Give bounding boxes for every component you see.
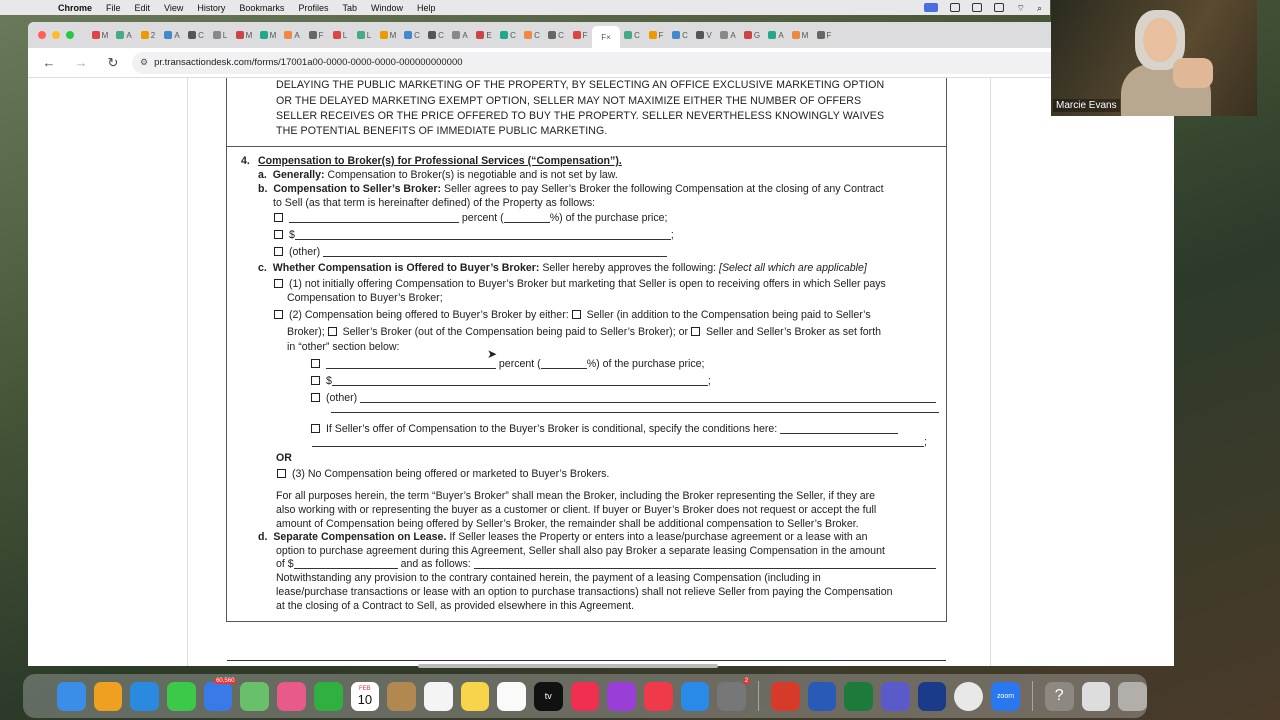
tab-label: F — [826, 30, 832, 40]
tab-label: A — [174, 30, 180, 40]
launchpad-icon[interactable] — [94, 682, 123, 711]
tab-favicon-icon — [213, 31, 221, 39]
downloads-stack-icon[interactable] — [1082, 682, 1111, 711]
browser-window — [28, 22, 1174, 666]
tab-favicon-icon — [236, 31, 244, 39]
clause-b-text2: to Sell (as that term is hereinafter defined) of the Property as follows: — [273, 197, 596, 209]
active-tab-label: F — [601, 32, 607, 42]
photos-icon[interactable] — [277, 682, 306, 711]
intro-line: THE POTENTIAL BENEFITS OF IMMEDIATE PUBLIC MARKETING. — [276, 125, 608, 137]
tab-favicon-icon — [768, 31, 776, 39]
browser-tab[interactable] — [352, 26, 376, 44]
option-3-text: (3) No Compensation being offered or marketed to Buyer’s Brokers. — [291, 468, 610, 480]
menu-bookmarks[interactable]: Bookmarks — [239, 2, 285, 13]
close-tab-icon[interactable]: × — [606, 32, 611, 42]
browser-tab[interactable] — [304, 26, 328, 44]
percent-label: percent ( — [461, 212, 504, 224]
mac-dock — [23, 674, 1147, 718]
semicolon: ; — [707, 375, 711, 387]
option-2-line3: in “other” section below: — [287, 341, 400, 353]
clause-d-text: If Seller leases the Property or enters into a lease/purchase agreement or a lease with an — [449, 531, 868, 543]
tab-favicon-icon — [524, 31, 532, 39]
notes-icon[interactable] — [461, 682, 490, 711]
tab-label: G — [753, 30, 761, 40]
browser-tab[interactable] — [448, 26, 472, 44]
menu-profiles[interactable]: Profiles — [298, 2, 329, 13]
clause-c-instruction: [Select all which are applicable] — [719, 262, 867, 274]
browser-tab[interactable] — [812, 26, 836, 44]
tab-favicon-icon — [696, 31, 704, 39]
clause-d-line3 — [276, 558, 936, 572]
browser-tab[interactable] — [328, 26, 352, 44]
zoom-icon[interactable] — [991, 682, 1020, 711]
intro-line: SELLER RECEIVES OR THE PRICE OFFERED TO BUY THE PROPERTY. SELLER NEVERTHELESS KNOWINGLY WAIVES — [276, 110, 885, 122]
excel-icon[interactable] — [844, 682, 873, 711]
apple-tv-icon[interactable] — [534, 682, 563, 711]
reload-icon[interactable]: ↻ — [107, 54, 119, 70]
checkbox[interactable] — [328, 327, 337, 336]
tab-label: 2 — [150, 30, 156, 40]
tab-favicon-icon — [333, 31, 341, 39]
option-2-both: Seller and Seller’s Broker as set forth — [705, 326, 882, 338]
dock-separator — [1032, 681, 1033, 711]
tab-favicon-icon — [92, 31, 100, 39]
tab-favicon-icon — [284, 31, 292, 39]
tab-favicon-icon — [357, 31, 365, 39]
conditional-text: If Seller’s offer of Compensation to the Buyer’s Broker is conditional, specify the conditions here: — [325, 423, 778, 435]
percent-field[interactable] — [326, 359, 496, 369]
browser-tab[interactable] — [184, 26, 208, 44]
menu-tab[interactable]: Tab — [342, 2, 357, 13]
site-info-icon[interactable]: ⚙ — [140, 57, 149, 67]
other-label: (other) — [325, 392, 358, 404]
window-controls — [38, 31, 74, 39]
tab-label: F — [582, 30, 588, 40]
maximize-window-button[interactable] — [66, 31, 74, 39]
checkbox[interactable] — [311, 376, 320, 385]
lease-terms-field[interactable] — [474, 559, 936, 569]
minimize-window-button[interactable] — [52, 31, 60, 39]
calendar-day: 10 — [357, 691, 373, 707]
checkbox[interactable] — [274, 247, 283, 256]
menu-help[interactable]: Help — [416, 2, 436, 13]
clause-c-text: Seller hereby approves the following: — [542, 262, 717, 274]
tab-favicon-icon — [164, 31, 172, 39]
checkbox[interactable] — [572, 310, 581, 319]
browser-tab[interactable] — [400, 26, 424, 44]
clause-b-heading: Compensation to Seller’s Broker: — [273, 183, 442, 195]
window-icon[interactable] — [950, 3, 960, 12]
browser-tab[interactable] — [160, 26, 184, 44]
seller-broker-dollar-row — [274, 229, 674, 243]
clause-c-label: c. — [258, 262, 267, 274]
browser-tab[interactable] — [620, 26, 644, 44]
menu-view[interactable]: View — [164, 2, 184, 13]
clause-d-as-follows: and as follows: — [400, 558, 471, 570]
zoom-label: zoom — [996, 692, 1015, 700]
semicolon: ; — [924, 436, 927, 448]
tab-label: E — [486, 30, 492, 40]
browser-tab[interactable] — [544, 26, 568, 44]
tab-label: M — [269, 30, 277, 40]
tab-favicon-icon — [476, 31, 484, 39]
tab-label: A — [462, 30, 468, 40]
seller-broker-percent-row — [274, 212, 668, 226]
option-3-row — [277, 468, 609, 482]
clause-b — [258, 183, 884, 197]
clause-b-text: Seller agrees to pay Seller’s Broker the following Compensation at the closing of any Contract — [444, 183, 884, 195]
lease-amount-field[interactable] — [294, 559, 398, 569]
tab-favicon-icon — [672, 31, 680, 39]
other-field[interactable] — [360, 393, 936, 403]
notwithstanding-line: Notwithstanding any provision to the contrary contained herein, the payment of a leasing Compensation (including in — [276, 572, 821, 584]
tab-label: L — [342, 30, 348, 40]
page-bottom-rule — [227, 660, 946, 661]
checkbox[interactable] — [311, 393, 320, 402]
screen-share-icon[interactable] — [924, 3, 938, 12]
close-window-button[interactable] — [38, 31, 46, 39]
reminders-icon[interactable] — [424, 682, 453, 711]
tab-label: C — [634, 30, 640, 40]
browser-tab[interactable] — [568, 26, 592, 44]
checkbox[interactable] — [311, 424, 320, 433]
tab-favicon-icon — [380, 31, 388, 39]
browser-tab[interactable] — [88, 26, 112, 44]
browser-tab[interactable] — [716, 26, 740, 44]
tab-label: M — [801, 30, 809, 40]
other-field-line2[interactable] — [331, 403, 939, 413]
checkbox[interactable] — [311, 359, 320, 368]
contacts-icon[interactable] — [387, 682, 416, 711]
tab-favicon-icon — [817, 31, 825, 39]
dollar-amount-field[interactable] — [295, 230, 671, 240]
tab-label: C — [414, 30, 420, 40]
dock-separator — [758, 681, 759, 711]
percent-number-field[interactable] — [504, 213, 550, 223]
menu-edit[interactable]: Edit — [134, 2, 151, 13]
tab-label: M — [245, 30, 253, 40]
tab-label: C — [510, 30, 516, 40]
conditions-field[interactable] — [780, 424, 898, 434]
other-label: (other) — [288, 246, 321, 258]
calendar-icon[interactable] — [351, 682, 380, 711]
tab-label: C — [534, 30, 540, 40]
wifi-icon[interactable]: ⌔ — [1016, 3, 1025, 13]
tab-label: F — [658, 30, 664, 40]
menu-window[interactable]: Window — [370, 2, 403, 13]
buyer-broker-dollar-row — [311, 375, 711, 389]
tab-favicon-icon — [624, 31, 632, 39]
other-field[interactable] — [323, 247, 667, 257]
tab-label: A — [126, 30, 132, 40]
checkbox[interactable] — [274, 230, 283, 239]
browser-tab[interactable] — [376, 26, 400, 44]
system-settings-icon[interactable] — [717, 677, 749, 711]
tab-label: C — [438, 30, 444, 40]
tab-label: M — [101, 30, 109, 40]
facetime-icon[interactable] — [314, 682, 343, 711]
tab-label: C — [682, 30, 688, 40]
clause-d — [258, 531, 867, 545]
browser-tab[interactable] — [256, 26, 280, 44]
browser-tab[interactable] — [668, 26, 692, 44]
mouse-cursor-icon: ➤ — [487, 347, 498, 361]
browser-tab[interactable] — [112, 26, 136, 44]
browser-tab[interactable] — [764, 26, 788, 44]
menu-file[interactable]: File — [106, 2, 121, 13]
conditional-row — [311, 423, 898, 437]
checkbox[interactable] — [274, 279, 283, 288]
menu-history[interactable]: History — [197, 2, 226, 13]
tab-favicon-icon — [500, 31, 508, 39]
conditions-field-line2[interactable] — [312, 437, 924, 447]
tab-label: A — [730, 30, 736, 40]
word-icon[interactable] — [808, 682, 837, 711]
clause-b-label: b. — [258, 183, 268, 195]
clause-c-heading: Whether Compensation is Offered to Buyer’s Broker: — [272, 262, 540, 274]
checkbox[interactable] — [277, 469, 286, 478]
clause-a — [258, 169, 618, 183]
percent-suffix: %) of the purchase price; — [549, 212, 668, 224]
checkbox[interactable] — [691, 327, 700, 336]
tab-label: V — [706, 30, 712, 40]
tab-favicon-icon — [720, 31, 728, 39]
option-2-text: (2) Compensation being offered to Buyer’s Broker by either: — [288, 309, 569, 321]
browser-tab[interactable] — [208, 26, 232, 44]
tab-favicon-icon — [548, 31, 556, 39]
tab-favicon-icon — [404, 31, 412, 39]
acrobat-icon[interactable] — [771, 682, 800, 711]
page-content[interactable] — [28, 78, 1174, 666]
tab-label: C — [558, 30, 564, 40]
percent-number-field[interactable] — [541, 359, 587, 369]
purposes-line: also working with or representing the buyer as a customer or client. If buyer or Buyer’s Broker does not request or accept the full — [276, 504, 877, 516]
battery-icon[interactable] — [994, 3, 1004, 12]
webcam-overlay — [1051, 0, 1257, 116]
dollar-sign: $ — [325, 375, 332, 387]
section-title: Compensation to Broker(s) for Professional Services (“Compensation”). — [258, 155, 622, 167]
browser-tab[interactable] — [520, 26, 544, 44]
option-2-sellers-broker: Seller’s Broker (out of the Compensation being paid to Seller’s Broker); or — [342, 326, 689, 338]
presenter-face — [1143, 18, 1177, 62]
checkbox[interactable] — [274, 310, 283, 319]
percent-label: percent ( — [498, 358, 541, 370]
tab-label: F — [318, 30, 324, 40]
clause-a-label: a. — [258, 169, 267, 181]
browser-tab[interactable] — [788, 26, 812, 44]
or-label: OR — [276, 452, 292, 464]
option-1-row — [274, 278, 886, 292]
tab-favicon-icon — [260, 31, 268, 39]
tab-label: L — [366, 30, 372, 40]
calendar-month: FEB — [359, 685, 371, 692]
conditions-line2 — [312, 436, 927, 450]
seller-broker-other-row — [274, 246, 667, 260]
address-bar-row — [28, 48, 1174, 78]
tab-favicon-icon — [428, 31, 436, 39]
tab-bar — [28, 22, 1174, 48]
mail-icon[interactable] — [204, 677, 235, 711]
purposes-line: amount of Compensation being offered by Seller’s Broker, the remainder shall be additional compensation to Seller’s Broker. — [276, 518, 859, 530]
clause-d-text2: option to purchase agreement during this Agreement, Seller shall also pay Broker a separate leasing Compensation in the amount — [276, 545, 885, 557]
menubar-status-icons — [924, 0, 1042, 15]
intro-line: OR THE DELAYED MARKETING EXEMPT OPTION, SELLER MAY NOT MAXIMIZE EITHER THE NUMBER OF OFFERS — [276, 95, 862, 107]
layers-app-icon[interactable] — [918, 682, 947, 711]
browser-tab[interactable] — [232, 26, 256, 44]
section-number: 4. — [241, 155, 250, 167]
browser-tab[interactable] — [424, 26, 448, 44]
percent-suffix: %) of the purchase price; — [586, 358, 705, 370]
dollar-amount-field[interactable] — [332, 376, 708, 386]
messages-icon[interactable] — [167, 682, 196, 711]
participant-name: Marcie Evans — [1053, 99, 1120, 112]
podcasts-icon[interactable] — [607, 682, 636, 711]
finder-icon[interactable] — [57, 682, 86, 711]
tab-label: C — [198, 30, 204, 40]
tab-favicon-icon — [116, 31, 124, 39]
safari-icon[interactable] — [130, 682, 159, 711]
active-browser-tab[interactable] — [592, 26, 620, 48]
input-source-icon[interactable] — [972, 3, 982, 12]
clause-a-heading: Generally: — [272, 169, 325, 181]
back-icon[interactable]: ← — [42, 55, 56, 70]
tab-label: A — [778, 30, 784, 40]
browser-tab[interactable] — [740, 26, 764, 44]
mac-menubar — [0, 0, 1050, 15]
url-text: pr.transactiondesk.com/forms/17001a00-0000-0000-0000-000000000000 — [154, 57, 463, 68]
freeform-icon[interactable] — [497, 682, 526, 711]
tab-favicon-icon — [141, 31, 149, 39]
browser-tab[interactable] — [644, 26, 668, 44]
menu-app-name[interactable]: Chrome — [58, 2, 93, 13]
music-icon[interactable] — [571, 682, 600, 711]
tab-favicon-icon — [649, 31, 657, 39]
option-1-text2: Compensation to Buyer’s Broker; — [287, 292, 443, 304]
help-icon[interactable]: ? — [1045, 682, 1074, 711]
forward-icon[interactable]: → — [74, 55, 88, 70]
tab-favicon-icon — [188, 31, 196, 39]
clause-d-heading: Separate Compensation on Lease. — [273, 531, 447, 543]
option-2-line2 — [287, 326, 881, 340]
url-field[interactable] — [132, 52, 1072, 74]
mail-badge: 60,560 — [216, 677, 235, 684]
presenter-hands — [1173, 58, 1213, 88]
clause-a-text: Compensation to Broker(s) is negotiable and is not set by law. — [327, 169, 618, 181]
tab-favicon-icon — [744, 31, 752, 39]
tab-strip — [88, 22, 836, 48]
horizontal-scrollbar[interactable] — [418, 664, 718, 668]
clause-d-of: of $ — [276, 558, 294, 570]
purposes-line: For all purposes herein, the term “Buyer’s Broker” shall mean the Broker, including the Broker representing the Seller, if they are — [276, 490, 876, 502]
apple-tv-label: tv — [544, 691, 552, 701]
maps-icon[interactable] — [240, 682, 269, 711]
option-2-seller: Seller (in addition to the Compensation being paid to Seller’s — [586, 309, 871, 321]
section-divider — [227, 146, 946, 147]
option-2-row — [274, 309, 871, 323]
browser-tab[interactable] — [280, 26, 304, 44]
settings-badge: 2 — [744, 677, 749, 684]
clause-c — [258, 262, 867, 276]
browser-tab[interactable] — [472, 26, 496, 44]
tab-favicon-icon — [452, 31, 460, 39]
tab-favicon-icon — [309, 31, 317, 39]
news-icon[interactable] — [644, 682, 673, 711]
buyer-broker-percent-row — [311, 358, 705, 372]
chrome-icon[interactable] — [954, 682, 983, 711]
option-1-text: (1) not initially offering Compensation to Buyer’s Broker but marketing that Seller is open to receiving offers in which Seller pays — [288, 278, 886, 290]
browser-tab[interactable] — [496, 26, 520, 44]
checkbox[interactable] — [274, 213, 283, 222]
dollar-sign: $ — [288, 229, 295, 241]
tab-favicon-icon — [792, 31, 800, 39]
notwithstanding-line: at the closing of a Contract to Sell, as provided elsewhere in this Agreement. — [276, 600, 635, 612]
tab-label: M — [389, 30, 397, 40]
clause-d-label: d. — [258, 531, 268, 543]
tab-label: A — [294, 30, 300, 40]
browser-tab[interactable] — [692, 26, 716, 44]
app-store-icon[interactable] — [681, 682, 710, 711]
semicolon: ; — [670, 229, 674, 241]
percent-field[interactable] — [289, 213, 459, 223]
teams-icon[interactable] — [881, 682, 910, 711]
browser-tab[interactable] — [136, 26, 160, 44]
intro-line: DELAYING THE PUBLIC MARKETING OF THE PROPERTY, BY SELECTING AN OFFICE EXCLUSIVE MARKETING OPTION — [276, 79, 885, 91]
tab-label: L — [222, 30, 228, 40]
notwithstanding-line: lease/purchase transactions or lease with an option to purchase transactions) shall not relieve Seller from paying the Compensation — [276, 586, 893, 598]
trash-icon[interactable] — [1118, 682, 1147, 711]
option-2-broker: Broker); — [287, 326, 325, 338]
tab-favicon-icon — [573, 31, 581, 39]
search-icon[interactable]: ⌕ — [1036, 3, 1042, 13]
